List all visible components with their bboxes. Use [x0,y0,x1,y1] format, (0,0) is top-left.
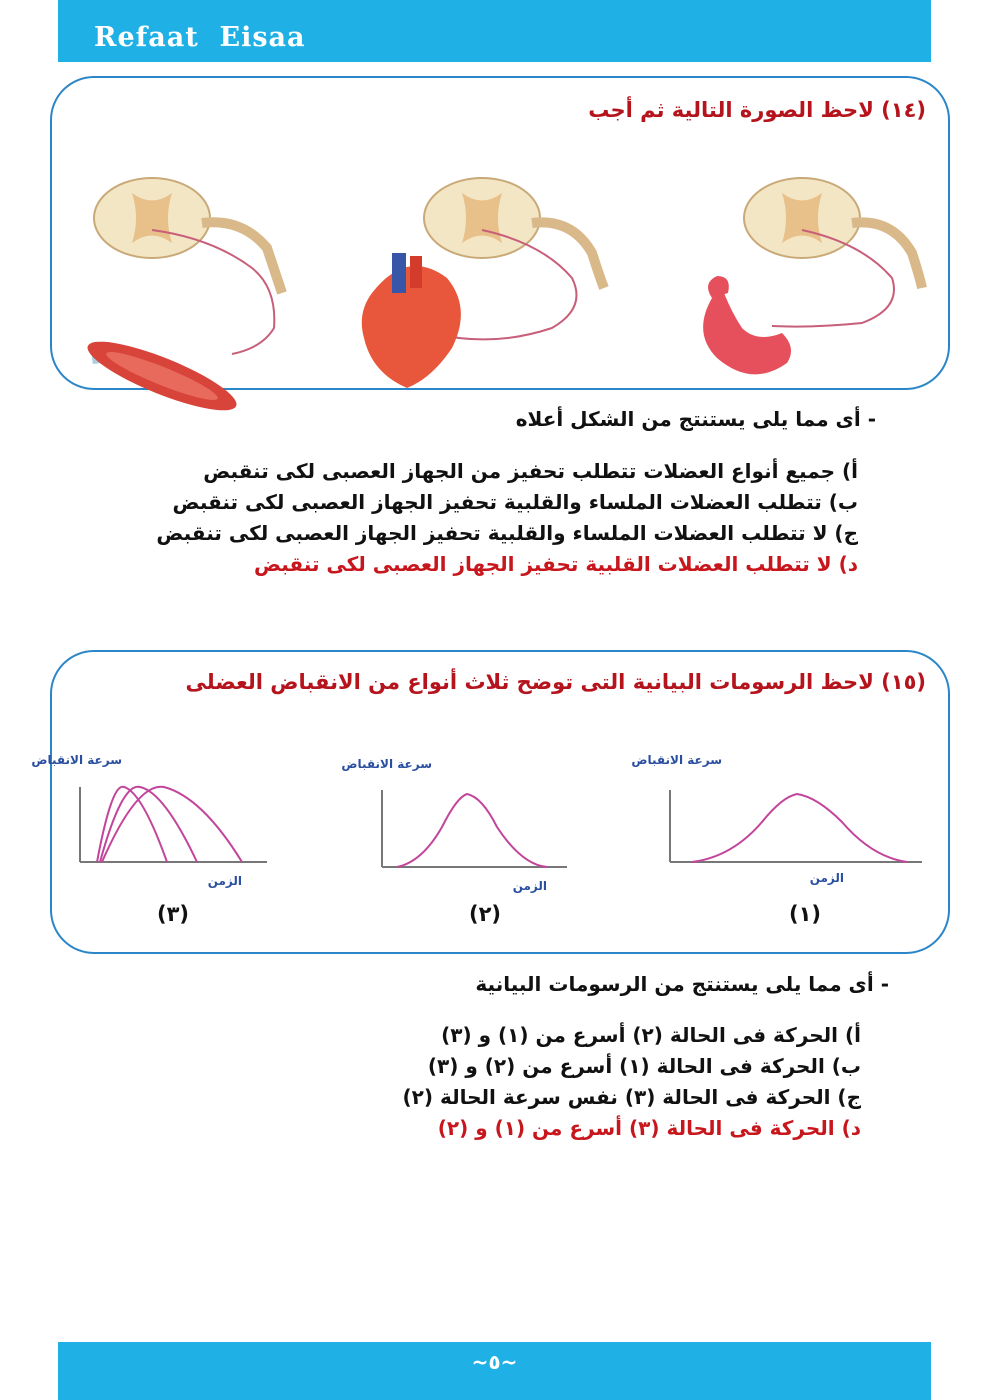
question-15-title: (١٥) لاحظ الرسومات البيانية التى توضح ثلاث أنواع من الانقباض العضلى [185,670,926,694]
question-14-box [50,76,950,390]
question-14-prompt: - أى مما يلى يستنتج من الشكل أعلاه [515,407,876,431]
graph-case-2 [341,757,567,893]
author-name: Refaat Eisaa [94,22,306,53]
graph-case-3 [31,753,267,888]
graph-2-ylabel: سرعة الانقباض [341,757,432,771]
option-a[interactable]: أ) الحركة فى الحالة (٢) أسرع من (١) و (٣) [441,1023,861,1047]
footer-bar [58,1342,931,1400]
question-14-title: (١٤) لاحظ الصورة التالية ثم أجب [588,98,926,122]
graph-2-xlabel: الزمن [512,879,547,893]
option-b[interactable]: ب) تتطلب العضلات الملساء والقلبية تحفيز الجهاز العصبى لكى تنقبض [172,490,858,514]
question-15-box [31,650,950,954]
header-bar [58,0,931,62]
spinal-cord-heart-icon [362,178,604,388]
option-c[interactable]: ج) الحركة فى الحالة (٣) نفس سرعة الحالة (٢) [402,1085,861,1109]
graph-1-ylabel: سرعة الانقباض [631,753,722,767]
graph-3-curve-2 [100,787,197,862]
spinal-cord-skeletal-muscle-icon [81,178,282,423]
case-label-1: (١) [788,902,822,926]
graph-1-xlabel: الزمن [809,871,844,885]
graph-2-curve [397,794,547,867]
option-a[interactable]: أ) جميع أنواع العضلات تتطلب تحفيز من الجهاز العصبى لكى تنقبض [203,459,858,483]
contraction-graphs [31,742,948,922]
graph-3-ylabel: سرعة الانقباض [31,753,122,767]
option-d-correct[interactable]: د) لا تتطلب العضلات القلبية تحفيز الجهاز العصبى لكى تنقبض [253,552,858,576]
question-15-prompt: - أى مما يلى يستنتج من الرسومات البيانية [475,972,889,996]
muscle-innervation-figure [52,148,948,398]
graph-case-1 [631,753,922,885]
case-label-3: (٣) [156,902,190,926]
graph-3-xlabel: الزمن [207,874,242,888]
option-b[interactable]: ب) الحركة فى الحالة (١) أسرع من (٢) و (٣) [427,1054,861,1078]
case-label-2: (٢) [468,902,502,926]
option-d-correct[interactable]: د) الحركة فى الحالة (٣) أسرع من (١) و (٢) [437,1116,861,1140]
question-14-options [158,456,858,580]
graph-1-curve [692,794,907,862]
page-number: ~٥~ [471,1350,518,1374]
option-c[interactable]: ج) لا تتطلب العضلات الملساء والقلبية تحفيز الجهاز العصبى لكى تنقبض [156,521,858,545]
spinal-cord-stomach-icon [703,178,922,374]
question-15-options [361,1020,861,1144]
